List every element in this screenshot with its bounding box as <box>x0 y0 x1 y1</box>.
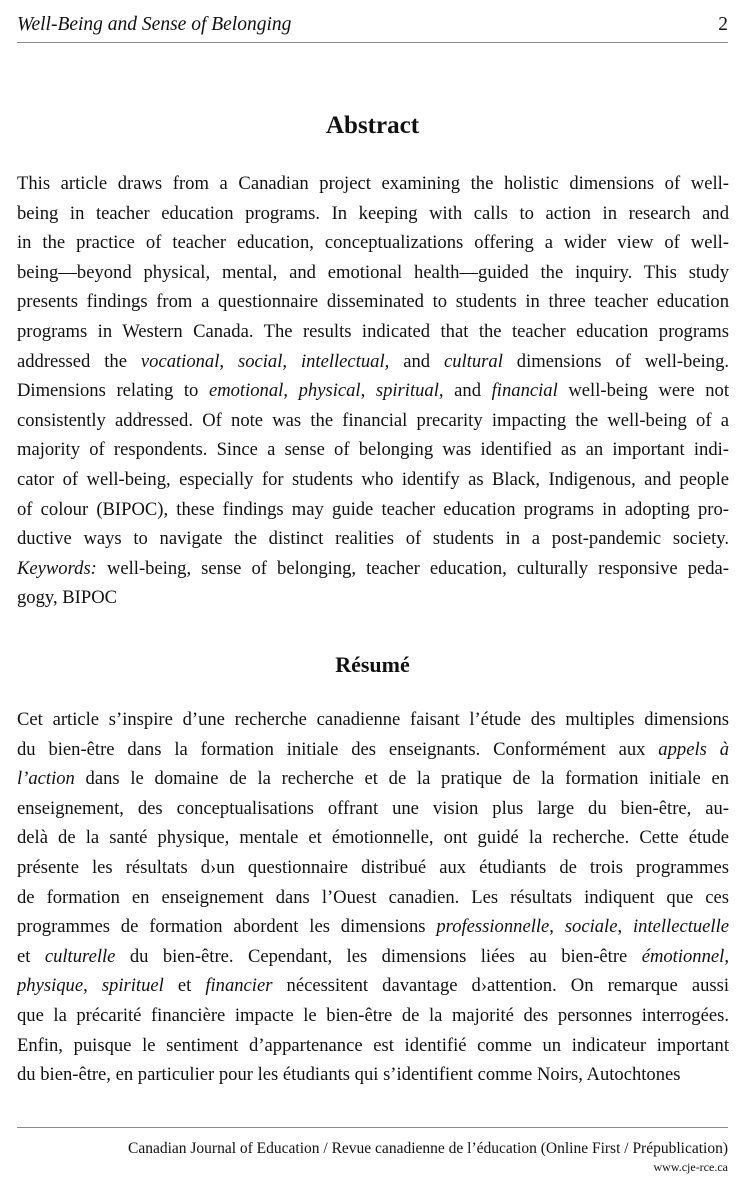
text-line <box>17 317 729 347</box>
abstract-heading: Abstract <box>325 112 420 139</box>
italic-text: appels à <box>658 738 729 760</box>
running-title: Well-Being and Sense of Belonging <box>17 14 292 35</box>
text-segment: This article draws from a Canadian project examining the holistic dimensions of well- <box>17 173 729 194</box>
page-number: 2 <box>718 14 728 35</box>
text-segment: Cet article s’inspire d’une recherche canadienne faisant l’étude des multiples dimensions <box>17 709 729 730</box>
text-line <box>17 912 729 942</box>
italic-text: physique <box>17 975 84 997</box>
text-segment: du bien-être. Cependant, les dimensions liées au bien-être <box>115 945 642 967</box>
text-line <box>17 376 729 406</box>
text-segment: gogy, BIPOC <box>17 587 118 609</box>
text-segment: being—beyond physical, mental, and emotional health—guided the inquiry. This study <box>17 261 729 283</box>
text-line <box>17 169 729 199</box>
text-line <box>17 524 729 554</box>
italic-text: vocational <box>140 350 220 372</box>
text-segment: cator of well-being, especially for students who identify as Black, Indigenous, and people <box>17 468 729 490</box>
journal-url: www.cje-rce.ca <box>653 1160 728 1174</box>
italic-text: cultural <box>443 350 503 372</box>
text-segment: du bien-être dans la formation initiale des enseignants. Conformément aux <box>17 738 659 760</box>
resume-body <box>17 705 729 1090</box>
italic-text: Keywords: <box>17 557 97 579</box>
text-line <box>17 435 729 465</box>
text-segment: et <box>17 945 45 967</box>
text-segment: , <box>219 350 238 372</box>
text-segment: majority of respondents. Since a sense of belonging was identified as an important indi- <box>17 439 729 461</box>
text-line <box>17 228 729 258</box>
text-line <box>17 971 729 1001</box>
text-segment: of colour (BIPOC), these findings may guide teacher education programs in adopting pro- <box>17 498 729 520</box>
italic-text: intellectuelle <box>633 916 729 938</box>
text-segment: , <box>283 380 299 402</box>
text-segment: , <box>724 945 729 967</box>
text-line <box>17 1001 729 1031</box>
text-line <box>17 465 729 495</box>
page-header <box>17 8 728 43</box>
italic-text: financial <box>491 380 558 402</box>
text-line <box>17 406 729 436</box>
text-segment: delà de la santé physique, mentale et émotionnelle, ont guidé la recherche. Cette étude <box>17 827 729 849</box>
text-segment: du bien-être, en particulier pour les étudiants qui s’identifient comme Noirs, Autochtones <box>17 1064 681 1086</box>
italic-text: financier <box>205 975 273 997</box>
abstract-body <box>17 169 729 613</box>
text-segment: Dimensions relating to <box>17 380 209 402</box>
italic-text: émotionnel <box>641 945 725 967</box>
text-line <box>17 199 729 229</box>
text-line <box>17 823 729 853</box>
text-segment: , <box>360 380 376 402</box>
text-segment: dimensions of well-being. <box>502 350 729 372</box>
resume-heading: Résumé <box>335 652 410 677</box>
text-segment: , <box>83 975 102 997</box>
text-segment: Enfin, puisque le sentiment d’appartenance est identifié comme un indicateur important <box>17 1034 729 1056</box>
text-segment: addressed the <box>17 350 141 372</box>
text-segment: presents findings from a questionnaire disseminated to students in three teacher education <box>17 291 729 313</box>
text-segment: programs in Western Canada. The results indicated that the teacher education programs <box>17 320 729 342</box>
text-line <box>17 735 729 765</box>
italic-text: spirituel <box>101 975 164 997</box>
italic-text: spiritual <box>375 380 439 402</box>
text-segment: et <box>163 975 206 997</box>
text-line <box>17 794 729 824</box>
italic-text: l’action <box>17 768 75 790</box>
text-line <box>17 287 729 317</box>
text-segment: , and <box>384 350 444 372</box>
text-segment: in the practice of teacher education, conceptualizations offering a wider view of well- <box>17 232 729 254</box>
text-segment: , <box>282 350 301 372</box>
text-line <box>17 764 729 794</box>
text-line <box>17 495 729 525</box>
text-segment: que la précarité financière impacte le bien-être de la majorité des personnes interrogées. <box>17 1004 729 1026</box>
text-segment: présente les résultats d›un questionnaire distribué aux étudiants de trois programmes <box>17 856 729 878</box>
italic-text: social <box>237 350 283 372</box>
text-line <box>17 258 729 288</box>
text-segment: dans le domaine de la recherche et de la pratique de la formation initiale en <box>74 768 729 790</box>
page-footer <box>17 1127 728 1174</box>
italic-text: culturelle <box>44 945 116 967</box>
text-segment: well-being, sense of belonging, teacher education, culturally responsive peda- <box>96 557 729 579</box>
text-segment: , and <box>438 380 492 402</box>
text-line <box>17 1060 729 1090</box>
text-segment: , <box>617 916 633 938</box>
text-line <box>17 883 729 913</box>
text-segment: enseignement, des conceptualisations offrant une vision plus large du bien-être, au- <box>17 797 729 819</box>
italic-text: physical <box>298 380 361 402</box>
text-segment: consistently addressed. Of note was the financial precarity impacting the well-being of a <box>17 409 729 431</box>
text-segment: , <box>549 916 565 938</box>
italic-text: professionnelle <box>436 916 550 938</box>
italic-text: intellectual <box>300 350 385 372</box>
text-line <box>17 347 729 377</box>
text-segment: ductive ways to navigate the distinct realities of students in a post-pandemic society. <box>17 528 729 550</box>
text-segment: well-being were not <box>557 380 729 402</box>
text-line <box>17 942 729 972</box>
text-line <box>17 1031 729 1061</box>
text-line <box>17 583 729 613</box>
text-segment: being in teacher education programs. In keeping with calls to action in research and <box>17 202 729 224</box>
text-line <box>17 853 729 883</box>
text-segment: de formation en enseignement dans l’Ouest canadien. Les résultats indiquent que ces <box>17 886 729 908</box>
text-segment: nécessitent davantage d›attention. On remarque aussi <box>272 975 729 997</box>
italic-text: sociale <box>564 916 618 938</box>
text-line <box>17 554 729 584</box>
journal-citation: Canadian Journal of Education / Revue canadienne de l’éducation (Online First / Prépublication) <box>127 1140 728 1157</box>
text-segment: programmes de formation abordent les dimensions <box>17 916 437 938</box>
text-line <box>17 705 729 735</box>
italic-text: emotional <box>208 380 284 402</box>
